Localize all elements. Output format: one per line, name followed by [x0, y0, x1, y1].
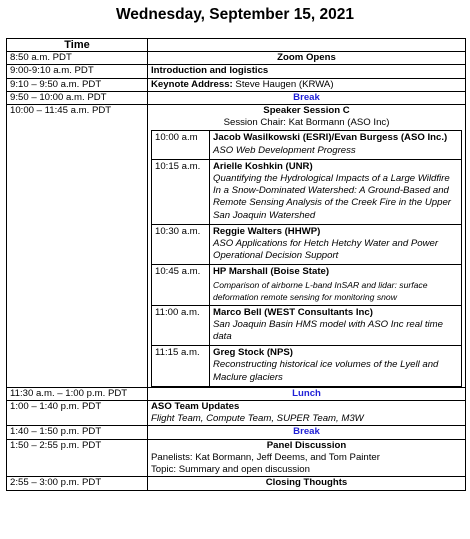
closing-label: Closing Thoughts — [148, 477, 466, 490]
schedule-table — [6, 38, 466, 491]
talk-row — [152, 265, 462, 305]
row-time: 8:50 a.m. PDT — [7, 52, 148, 65]
table-row — [7, 91, 466, 104]
table-row — [7, 439, 466, 477]
row-event — [148, 439, 466, 477]
talk-row — [152, 346, 462, 387]
talk-speaker: Marco Bell (WEST Consultants Inc) — [213, 306, 373, 318]
team-updates-title: ASO Team Updates — [151, 401, 240, 413]
row-event: Introduction and logistics — [148, 65, 466, 78]
row-time: 1:40 – 1:50 p.m. PDT — [7, 426, 148, 439]
row-time: 9:50 – 10:00 a.m. PDT — [7, 91, 148, 104]
talk-cell — [210, 346, 462, 387]
talk-cell — [210, 159, 462, 224]
session-cell — [148, 105, 466, 388]
row-event: Zoom Opens — [148, 52, 466, 65]
talk-time: 10:30 a.m. — [152, 224, 210, 265]
talk-time: 11:00 a.m. — [152, 305, 210, 346]
talk-row — [152, 159, 462, 224]
break-label: Break — [148, 426, 466, 439]
talk-title: Reconstructing historical ice volumes of the Lyell and Maclure glaciers — [213, 359, 439, 383]
table-row — [7, 401, 466, 426]
talk-title: Comparison of airborne L-band InSAR and lidar: surface deformation remote sensing for monitoring snow — [213, 279, 428, 302]
talk-speaker: HP Marshall (Boise State) — [213, 266, 330, 278]
talk-speaker: Greg Stock (NPS) — [213, 347, 293, 359]
talk-row — [152, 131, 462, 159]
row-time: 1:50 – 2:55 p.m. PDT — [7, 439, 148, 477]
table-row — [7, 65, 466, 78]
event-column-header — [148, 39, 466, 52]
row-time: 1:00 – 1:40 p.m. PDT — [7, 401, 148, 426]
talk-cell — [210, 131, 462, 159]
talk-cell — [210, 265, 462, 305]
page-title: Wednesday, September 15, 2021 — [115, 6, 355, 23]
talk-title: ASO Web Development Progress — [213, 144, 356, 156]
talk-time: 10:45 a.m. — [152, 265, 210, 305]
talk-speaker: Reggie Walters (HHWP) — [213, 225, 321, 237]
talk-row — [152, 224, 462, 265]
row-time: 9:10 – 9:50 a.m. PDT — [7, 78, 148, 91]
row-time: 9:00-9:10 a.m. PDT — [7, 65, 148, 78]
table-row — [7, 78, 466, 91]
table-row — [7, 52, 466, 65]
talks-table — [151, 130, 462, 386]
talk-title: Quantifying the Hydrological Impacts of a Large Wildfire In a Snow-Dominated Watershed: A Ground-Based and Remote Sensing Analysis of the Creek Fire in the Upper San Joaquin Watershed — [213, 173, 452, 221]
break-label: Break — [148, 91, 466, 104]
talk-cell — [210, 224, 462, 265]
table-row — [7, 426, 466, 439]
row-time: 2:55 – 3:00 p.m. PDT — [7, 477, 148, 490]
row-time: 11:30 a.m. – 1:00 p.m. PDT — [7, 387, 148, 400]
lunch-label: Lunch — [148, 387, 466, 400]
table-row — [7, 387, 466, 400]
row-event — [148, 78, 466, 91]
talk-speaker: Arielle Koshkin (UNR) — [213, 160, 313, 172]
talk-title: San Joaquin Basin HMS model with ASO Inc real time data — [213, 318, 443, 343]
talk-title: ASO Applications for Hetch Hetchy Water and Power Operational Decision Support — [213, 238, 439, 262]
panel-title: Panel Discussion — [266, 439, 347, 451]
session-title: Speaker Session C — [263, 105, 350, 117]
talk-speaker: Jacob Wasilkowski (ESRI)/Evan Burgess (ASO Inc.) — [213, 132, 448, 144]
keynote-speaker: Steve Haugen (KRWA) — [232, 78, 334, 90]
table-header-row — [7, 39, 466, 52]
panel-panelists: Panelists: Kat Bormann, Jeff Deems, and Tom Painter — [151, 451, 380, 463]
talk-time: 10:00 a.m — [152, 131, 210, 159]
row-event — [148, 401, 466, 426]
session-time: 10:00 – 11:45 a.m. PDT — [7, 105, 148, 388]
keynote-label: Keynote Address: — [151, 78, 233, 90]
session-row — [7, 105, 466, 388]
talk-row — [152, 305, 462, 346]
talk-time: 11:15 a.m. — [152, 346, 210, 387]
time-column-header: Time — [7, 39, 148, 52]
team-updates-detail: Flight Team, Compute Team, SUPER Team, M3W — [151, 413, 364, 425]
panel-topic: Topic: Summary and open discussion — [151, 464, 310, 476]
session-chair: Session Chair: Kat Bormann (ASO Inc) — [223, 117, 390, 129]
talk-cell — [210, 305, 462, 346]
table-row — [7, 477, 466, 490]
talk-time: 10:15 a.m. — [152, 159, 210, 224]
